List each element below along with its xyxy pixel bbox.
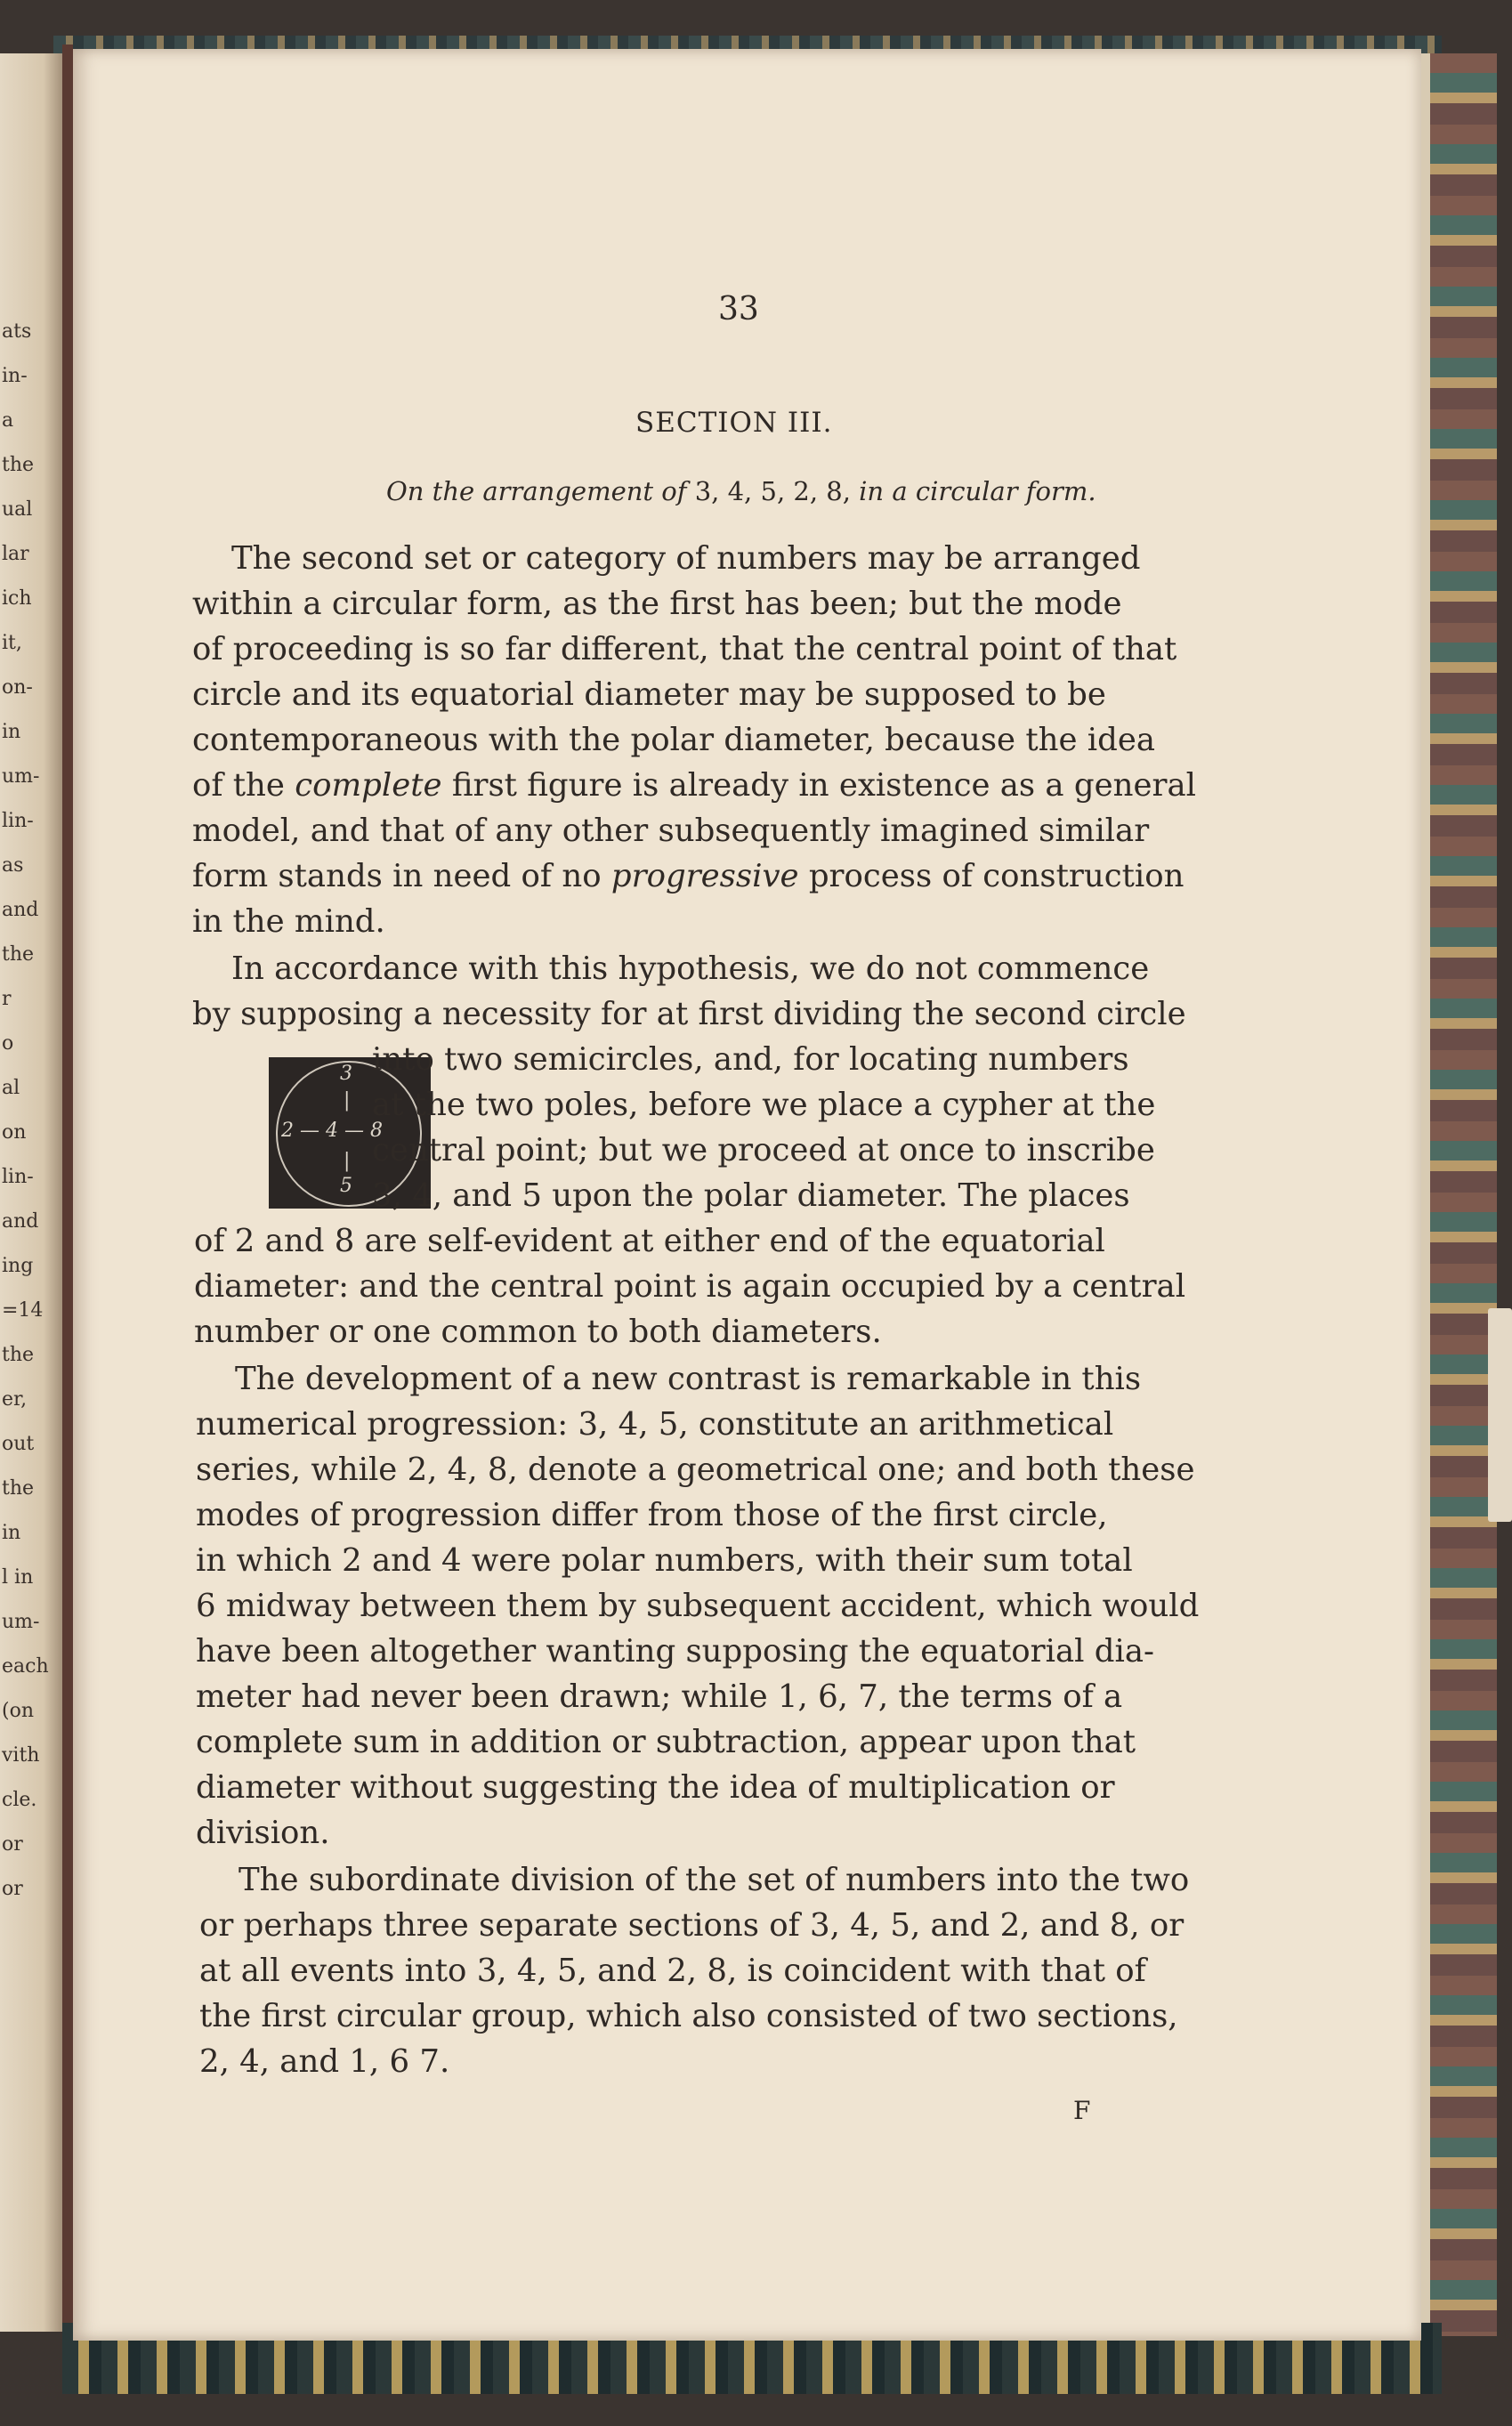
text-line: In accordance with this hypothesis, we do not commence — [231, 950, 1150, 987]
facing-page-fragment: on — [2, 1121, 27, 1144]
signature-mark: F — [1073, 2096, 1091, 2125]
facing-page-fragment: and — [2, 1210, 39, 1233]
facing-page-fragment: ual — [2, 498, 33, 521]
text-fragment: form stands in need of no — [192, 858, 602, 894]
diagram-equatorial-row: 2 — 4 — 8 — [281, 1120, 383, 1142]
subheading-numbers: 3, 4, 5, 2, 8, — [694, 476, 851, 506]
subheading-part-b: in a circular form. — [859, 476, 1096, 506]
diagram-vertical-bar: | — [344, 1150, 351, 1172]
marbled-page-edge — [1421, 53, 1497, 2336]
emphasis: complete — [295, 767, 442, 804]
facing-page-fragment: or — [2, 1878, 23, 1900]
facing-page-fragment: on- — [2, 676, 33, 699]
text-line: or perhaps three separate sections of 3, 4, 5, and 2, and 8, or — [199, 1907, 1185, 1944]
facing-page-fragment: lin- — [2, 1166, 34, 1188]
facing-page-fragment: l in — [2, 1566, 34, 1589]
text-line: by supposing a necessity for at first dividing the second circle — [192, 996, 1186, 1032]
facing-page-fragment: out — [2, 1433, 35, 1455]
facing-page-fragment: a — [2, 409, 14, 432]
facing-page-fragment: al — [2, 1077, 20, 1099]
subheading-part-a: On the arrangement of — [386, 476, 687, 506]
text-line: model, and that of any other subsequently imagined similar — [192, 813, 1150, 849]
section-heading: SECTION III. — [635, 407, 833, 439]
facing-page-fragment: it, — [2, 632, 22, 654]
page-number: 33 — [718, 291, 759, 328]
facing-page-fragment: as — [2, 854, 24, 877]
facing-page-fragment: or — [2, 1833, 23, 1856]
text-line: at all events into 3, 4, 5, and 2, 8, is coincident with that of — [199, 1953, 1146, 1989]
facing-page-fragment: cle. — [2, 1789, 37, 1811]
text-line: central point; but we proceed at once to inscribe — [372, 1132, 1155, 1169]
text-line: of 2 and 8 are self-evident at either end of the equatorial — [194, 1223, 1105, 1259]
text-line: numerical progression: 3, 4, 5, constitute an arithmetical — [196, 1406, 1114, 1443]
facing-page-fragment: in- — [2, 365, 28, 387]
facing-page-fragment: the — [2, 454, 35, 476]
text-line: diameter: and the central point is again occupied by a central — [194, 1268, 1186, 1305]
facing-page-edge — [0, 53, 62, 2332]
text-line: 2, 4, and 1, 6 7. — [199, 2043, 450, 2080]
text-line: complete sum in addition or subtraction, appear upon that — [196, 1724, 1136, 1760]
facing-page-fragment: =14 — [2, 1299, 44, 1322]
facing-page-fragment: (on — [2, 1700, 34, 1722]
text-line: contemporaneous with the polar diameter, because the idea — [192, 722, 1156, 758]
facing-page-fragment: the — [2, 1477, 35, 1500]
facing-page-fragment: lar — [2, 543, 29, 565]
facing-page-fragment: ing — [2, 1255, 34, 1277]
text-line: The second set or category of numbers may be arranged — [231, 540, 1141, 577]
section-subheading — [386, 476, 1096, 506]
facing-page-fragment: er, — [2, 1388, 28, 1411]
text-line: in which 2 and 4 were polar numbers, with their sum total — [196, 1542, 1133, 1579]
text-line: modes of progression differ from those of the first circle, — [196, 1497, 1108, 1533]
facing-page-fragment: vith — [2, 1744, 40, 1767]
text-line: the first circular group, which also consisted of two sections, — [199, 1998, 1178, 2034]
diagram-top-number: 3 — [340, 1063, 352, 1085]
text-line: have been altogether wanting supposing the equatorial dia- — [196, 1633, 1154, 1670]
facing-page-fragment: ats — [2, 320, 32, 343]
facing-page-fragment: um- — [2, 1611, 40, 1633]
facing-page-fragment: o — [2, 1032, 14, 1055]
text-line: number or one common to both diameters. — [194, 1314, 882, 1350]
emphasis: progressive — [610, 858, 799, 894]
text-fragment: process of construction — [808, 858, 1185, 894]
text-line — [192, 858, 1185, 894]
paper-tab — [1488, 1308, 1512, 1522]
text-line: at the two poles, before we place a cypher at the — [372, 1087, 1156, 1123]
facing-page-fragment: ich — [2, 587, 32, 610]
text-line: of proceeding is so far different, that the central point of that — [192, 631, 1177, 667]
text-line: into two semicircles, and, for locating numbers — [372, 1041, 1129, 1078]
page-edge-highlight — [1421, 53, 1430, 2336]
text-line: The development of a new contrast is remarkable in this — [235, 1361, 1142, 1397]
facing-page-fragment: in — [2, 1522, 21, 1544]
text-line: 3, 4, and 5 upon the polar diameter. The places — [372, 1177, 1130, 1214]
facing-page-fragment: each — [2, 1655, 49, 1678]
book-spine — [62, 44, 73, 2341]
text-fragment: first figure is already in existence as a general — [451, 767, 1196, 804]
text-line: series, while 2, 4, 8, denote a geometrical one; and both these — [196, 1452, 1195, 1488]
facing-page-fragment: the — [2, 1344, 35, 1366]
facing-page-fragment: in — [2, 721, 21, 743]
text-line: circle and its equatorial diameter may be supposed to be — [192, 676, 1106, 713]
facing-page-fragment: um- — [2, 765, 40, 788]
facing-page-fragment: the — [2, 943, 35, 966]
text-line: within a circular form, as the first has been; but the mode — [192, 586, 1122, 622]
book-page — [73, 49, 1421, 2341]
text-line: meter had never been drawn; while 1, 6, 7, the terms of a — [196, 1678, 1123, 1715]
facing-page-fragment: r — [2, 988, 12, 1010]
text-line: in the mind. — [192, 903, 385, 940]
text-fragment: of the — [192, 767, 285, 804]
text-line — [192, 767, 1196, 804]
text-line: diameter without suggesting the idea of multiplication or — [196, 1769, 1115, 1806]
facing-page-fragment: lin- — [2, 810, 34, 832]
text-line: division. — [196, 1815, 330, 1851]
facing-page-fragment: and — [2, 899, 39, 921]
text-line: 6 midway between them by subsequent accident, which would — [196, 1588, 1200, 1624]
diagram-vertical-bar: | — [344, 1089, 351, 1112]
text-line: The subordinate division of the set of numbers into the two — [239, 1862, 1190, 1898]
diagram-bottom-number: 5 — [340, 1175, 352, 1197]
